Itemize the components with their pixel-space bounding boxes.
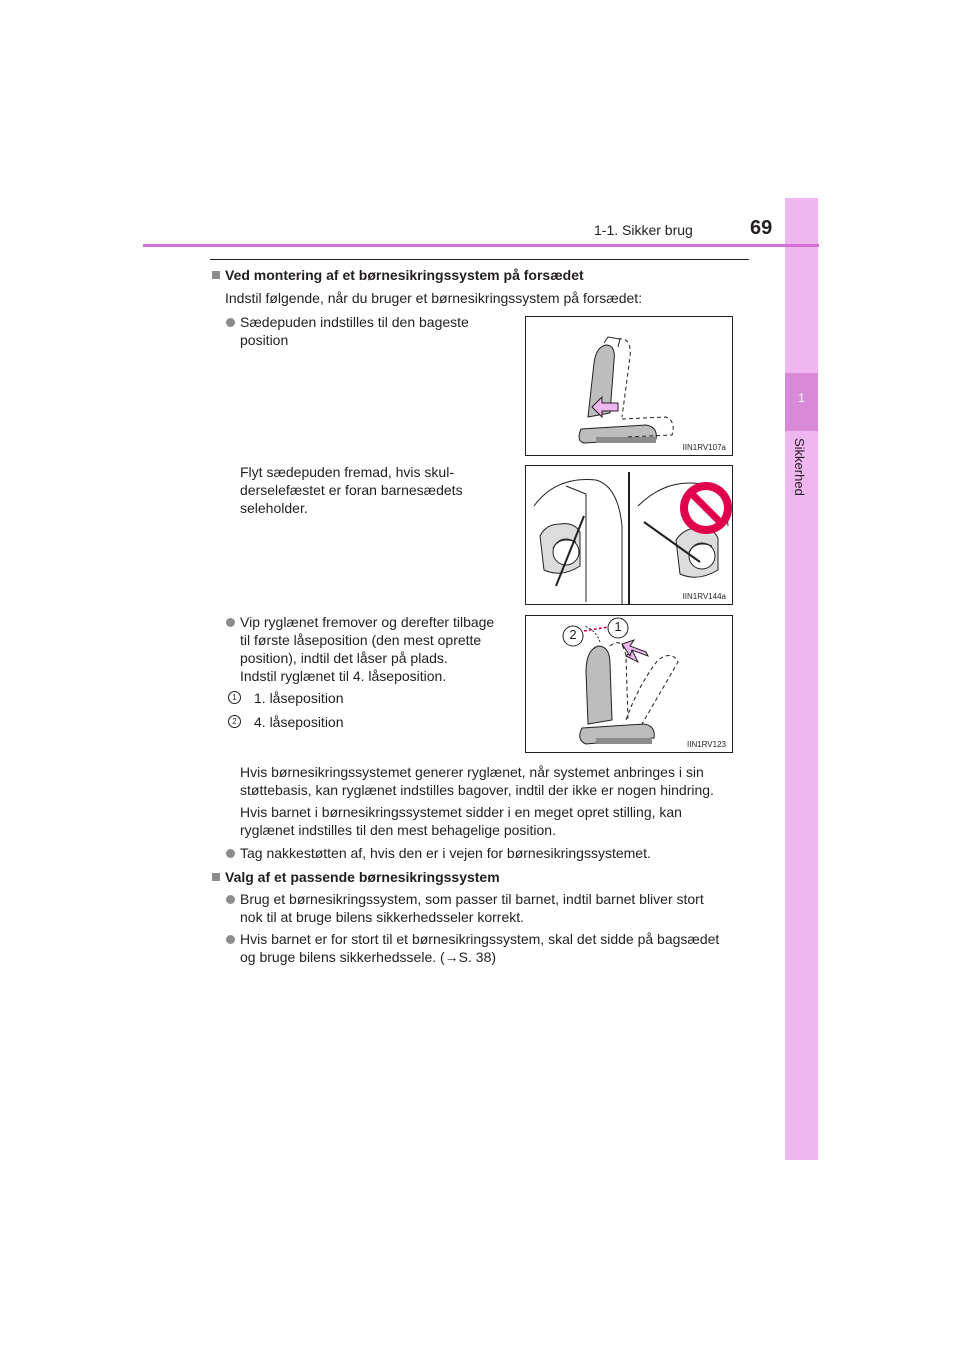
bullet-headrest: Tag nakkestøtten af, hvis den er i vejen for børnesikringssystemet. (240, 845, 651, 861)
heading-square-icon (212, 873, 220, 881)
bullet-seat-rearmost-line1: Sædepuden indstilles til den bageste (240, 314, 469, 330)
legend-item-1: 1. låseposition (254, 690, 344, 706)
para-upright-line2: ryglænet indstilles til den mest behagelige position. (240, 822, 556, 838)
heading-square-icon (212, 271, 220, 279)
section-rule (210, 259, 749, 260)
para-support-line2: støttebasis, kan ryglænet indstilles bagover, indtil der ikke er nogen hindring. (240, 782, 714, 798)
child-seat-comparison-icon (526, 466, 732, 604)
bullet-seat-rearmost-line2: position (240, 332, 289, 348)
bullet-recline-line4: Indstil ryglænet til 4. låseposition. (240, 668, 447, 684)
legend-number-icon: 2 (228, 715, 241, 728)
figure-code: IIN1RV144a (682, 592, 726, 601)
arrow-right-icon: → (444, 949, 459, 965)
callout-number-1: 1 (614, 619, 622, 634)
callout-number-2: 2 (569, 627, 577, 642)
bullet-use-until-line1: Brug et børnesikringssystem, som passer til barnet, indtil barnet bliver stort (240, 891, 704, 907)
para-upright-line1: Hvis barnet i børnesikringssystemet sidder i en meget opret stilling, kan (240, 804, 682, 820)
heading-choose-seat: Valg af et passende børnesikringssystem (225, 869, 500, 885)
recline-illustration-icon (526, 616, 732, 752)
bullet-use-until-line2: nok til at bruge bilens sikkerhedsseler korrekt. (240, 909, 525, 925)
seat-illustration-icon (526, 317, 732, 455)
note-shoulder-belt-line2: derselefæstet er foran barnesædets (240, 482, 463, 498)
heading-front-seat: Ved montering af et børnesikringssystem på forsædet (225, 267, 584, 283)
chapter-number: 1 (798, 391, 805, 405)
bullet-recline-line2: til første låseposition (den mest oprette (240, 632, 482, 648)
bullet-icon (226, 318, 235, 327)
legend-item-2: 4. låseposition (254, 714, 344, 730)
section-title: 1-1. Sikker brug (594, 222, 693, 238)
intro-text: Indstil følgende, når du bruger et børnesikringssystem på forsædet: (225, 290, 643, 306)
bullet-icon (226, 618, 235, 627)
figure-code: IIN1RV123 (687, 740, 726, 749)
bullet-too-big-line2 (240, 948, 496, 966)
page-reference-link[interactable]: S. 38) (458, 949, 497, 965)
bullet-too-big-line1: Hvis barnet er for stort til et børnesikringssystem, skal det sidde på bagsædet (240, 931, 720, 947)
legend-number-icon: 1 (228, 691, 241, 704)
note-shoulder-belt-line3: seleholder. (240, 500, 308, 516)
header-rule (143, 244, 819, 247)
bullet-icon (226, 849, 235, 858)
chapter-title: Sikkerhed (792, 438, 807, 496)
para-support-line1: Hvis børnesikringssystemet generer ryglænet, når systemet anbringes i sin (240, 764, 704, 780)
bullet-icon (226, 895, 235, 904)
chapter-tab (785, 198, 818, 1160)
page-number: 69 (750, 217, 773, 239)
bullet-recline-line3: position), indtil det låser på plads. (240, 650, 448, 666)
note-shoulder-belt-line1: Flyt sædepuden fremad, hvis skul- (240, 464, 454, 480)
figure-belt-position (525, 465, 733, 605)
figure-code: IIN1RV107a (682, 443, 726, 452)
bullet-too-big-text: og bruge bilens sikkerhedssele. ( (240, 949, 445, 965)
figure-recline-positions (525, 615, 733, 753)
bullet-recline-line1: Vip ryglænet fremover og derefter tilbage (240, 614, 495, 630)
figure-seat-cushion (525, 316, 733, 456)
bullet-icon (226, 935, 235, 944)
